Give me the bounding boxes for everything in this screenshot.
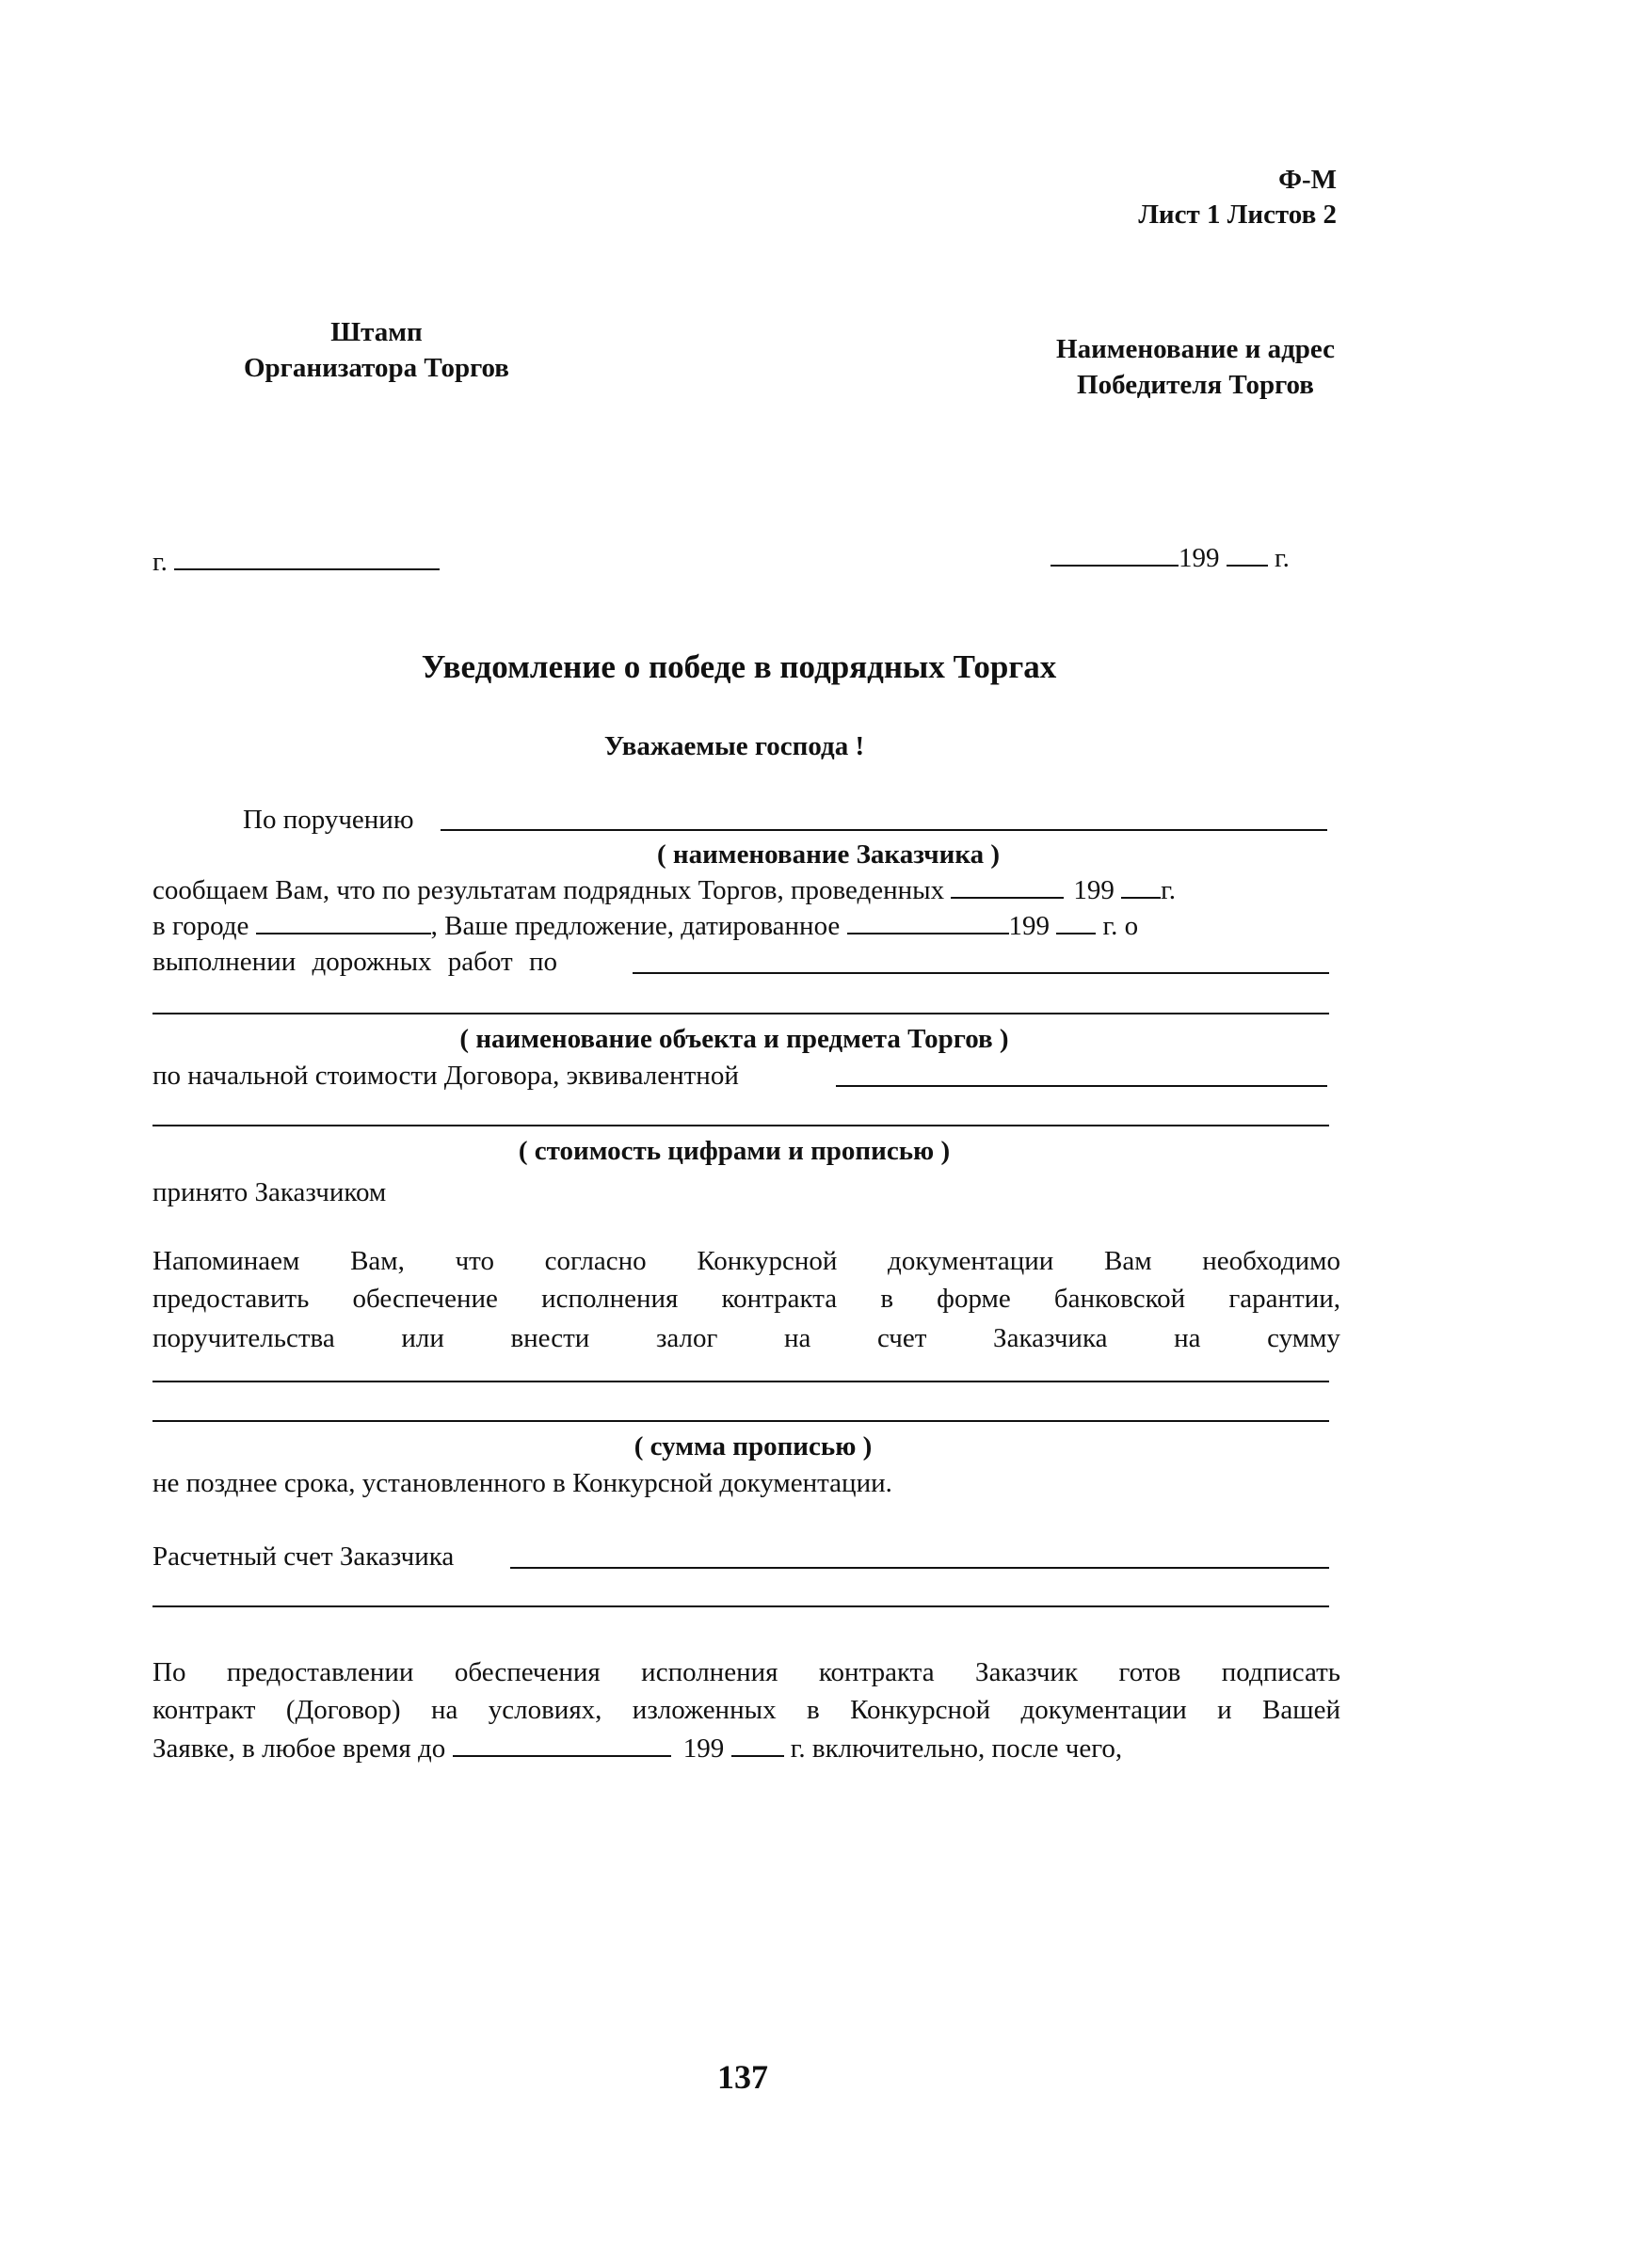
closing-line3: [152, 1733, 1122, 1765]
date-year-blank: [1227, 542, 1268, 567]
road-works-line: [633, 972, 1329, 974]
reminder-word: залог: [655, 1323, 718, 1353]
customer-name-line: [441, 829, 1327, 831]
closing-line3-start: Заявке, в любое время до: [152, 1733, 446, 1764]
salutation: Уважаемые господа !: [603, 731, 865, 761]
account-line-2: [152, 1605, 1329, 1607]
reminder-line1: Напоминаем Вам, что согласно Конкурсной документации Вам необходимо: [152, 1246, 1340, 1276]
city-field: [152, 546, 440, 578]
initial-cost-text: по начальной стоимости Договора, эквивалентной: [152, 1061, 739, 1091]
initial-cost-line: [836, 1085, 1327, 1087]
closing-date-blank: [453, 1733, 671, 1757]
offer-year-g-o: г. о: [1102, 911, 1139, 941]
reminder-line3: [152, 1322, 1340, 1354]
reminder-line2: предоставить обеспечение исполнения контракта в форме банковской гарантии,: [152, 1284, 1340, 1314]
cost-line: [152, 1125, 1329, 1126]
stamp-line2: Организатора Торгов: [244, 353, 509, 383]
city-prefix: г.: [152, 547, 168, 577]
reminder-word: поручительства: [152, 1323, 335, 1353]
closing-year: 199: [682, 1733, 725, 1764]
road-works-text: выполнении дорожных работ по: [152, 947, 557, 977]
customer-caption: ( наименование Заказчика ): [656, 839, 1001, 870]
offer-city-blank: [256, 910, 431, 934]
results-year-blank: [1121, 874, 1161, 899]
offer-line: [152, 910, 1138, 942]
date-year: 199: [1179, 543, 1220, 573]
closing-line1: По предоставлении обеспечения исполнения контракта Заказчик готов подписать: [152, 1657, 1340, 1687]
offer-date-blank: [847, 910, 1009, 934]
by-order-label: По поручению: [243, 805, 414, 835]
date-field: [1051, 542, 1290, 574]
date-blank: [1051, 542, 1179, 567]
cost-caption: ( стоимость цифрами и прописью ): [518, 1136, 951, 1166]
closing-year-blank: [731, 1733, 784, 1757]
object-line: [152, 1013, 1329, 1014]
offer-year-blank: [1056, 910, 1096, 934]
reminder-word: сумму: [1267, 1323, 1340, 1353]
form-code: Ф-М: [1278, 165, 1337, 195]
results-year: 199: [1073, 875, 1115, 905]
object-caption: ( наименование объекта и предмета Торгов ): [459, 1024, 1009, 1054]
page-number: 137: [717, 2058, 768, 2096]
accepted-text: принято Заказчиком: [152, 1177, 387, 1207]
closing-line2: контракт (Договор) на условиях, изложенных в Конкурсной документации и Вашей: [152, 1695, 1340, 1725]
account-line-1: [510, 1567, 1329, 1569]
deadline-text: не позднее срока, установленного в Конкурсной документации.: [152, 1468, 892, 1498]
reminder-word: на: [1174, 1323, 1201, 1353]
reminder-word: на: [784, 1323, 811, 1353]
reminder-word: счет: [877, 1323, 927, 1353]
account-label: Расчетный счет Заказчика: [152, 1541, 455, 1572]
results-line: [152, 874, 1176, 906]
results-text: сообщаем Вам, что по результатам подрядных Торгов, проведенных: [152, 875, 945, 905]
document-title: Уведомление о победе в подрядных Торгах: [421, 648, 1057, 685]
closing-line3-end: г. включительно, после чего,: [790, 1733, 1123, 1764]
offer-year: 199: [1008, 911, 1051, 941]
city-blank: [174, 546, 440, 570]
sheet-info: Лист 1 Листов 2: [1138, 200, 1337, 230]
results-year-g: г.: [1161, 875, 1177, 905]
sum-line-2: [152, 1420, 1329, 1422]
reminder-word: Заказчика: [993, 1323, 1108, 1353]
date-year-suffix: г.: [1275, 543, 1290, 573]
stamp-line1: Штамп: [330, 317, 423, 347]
addressee-line1: Наименование и адрес: [1056, 334, 1335, 364]
sum-line-1: [152, 1381, 1329, 1382]
reminder-word: внести: [510, 1323, 590, 1353]
your-offer-text: , Ваше предложение, датированное: [430, 911, 841, 941]
addressee-line2: Победителя Торгов: [1077, 370, 1314, 400]
sum-caption: ( сумма прописью ): [634, 1431, 873, 1461]
reminder-word: или: [401, 1323, 444, 1353]
results-date-blank: [951, 874, 1064, 899]
in-city-text: в городе: [152, 911, 249, 941]
